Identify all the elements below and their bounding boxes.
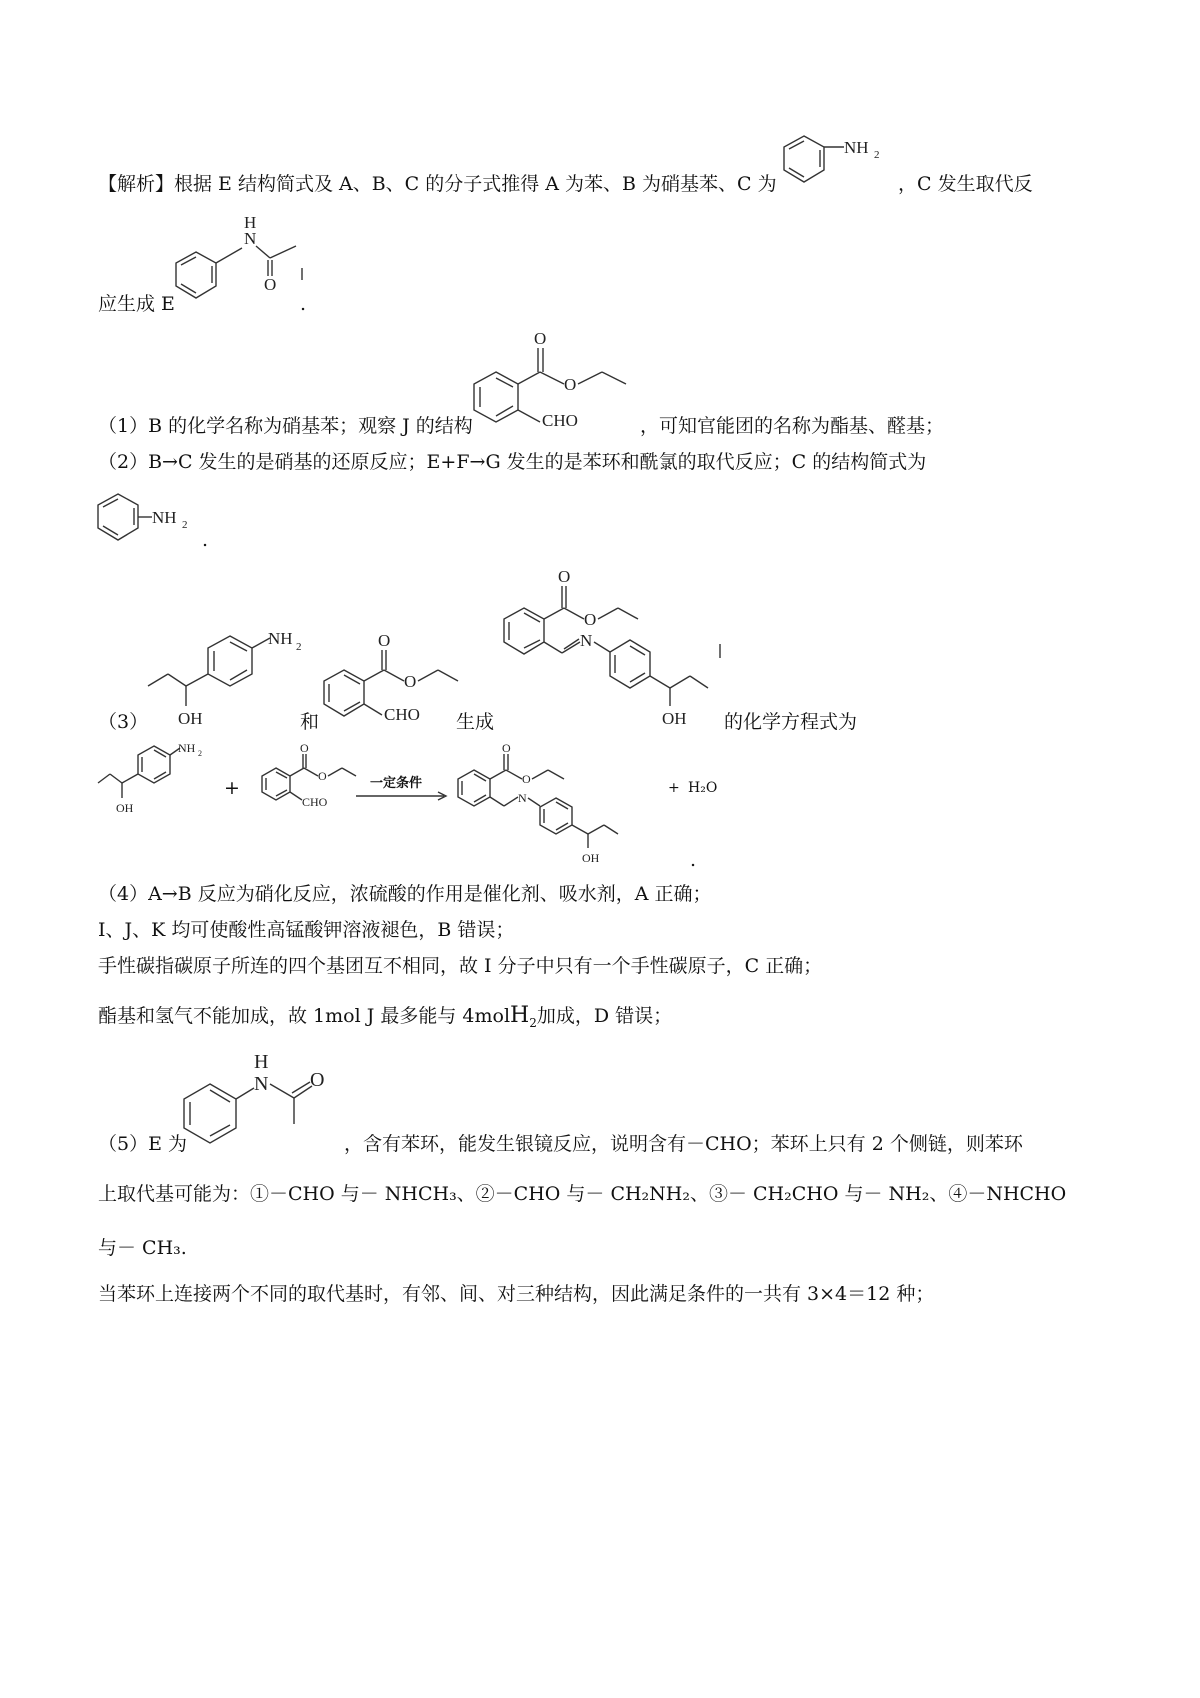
o-label: O — [378, 631, 391, 650]
j-ester-aldehyde-structure — [466, 326, 636, 436]
subscript-2: 2 — [198, 749, 202, 758]
n-label: N — [580, 631, 593, 650]
equation-reactant-2 — [256, 740, 366, 820]
n-label: N — [518, 791, 527, 805]
oh-label: OH — [178, 709, 203, 728]
text-line-3b: ，可知官能团的名称为酯基、醛基； — [640, 415, 945, 437]
text-line-1a: 【解析】根据 E 结构简式及 A、B、C 的分子式推得 A 为苯、B 为硝基苯、C 为 — [98, 173, 777, 195]
text-line-5: . — [202, 529, 209, 551]
o-label: O — [564, 375, 577, 394]
text-line-13: 上取代基可能为：①－CHO 与－ NHCH₃、②－CHO 与－ CH₂NH₂、③－ CH₂CHO 与－ NH₂、④－NHCHO — [98, 1183, 1067, 1205]
text-line-6a: （3） — [98, 711, 149, 733]
amino-phenyl-propanol-structure — [140, 626, 310, 736]
o-label: O — [318, 769, 327, 783]
text-line-11a: 酯基和氢气不能加成，故 1mol J 最多能与 4mol — [98, 1005, 511, 1027]
plus-sign-1: + — [224, 777, 240, 799]
h-label: H — [254, 1051, 269, 1073]
o-label: O — [404, 672, 417, 691]
h2-symbol: H — [510, 1003, 530, 1028]
text-line-6b: 和 — [300, 711, 320, 733]
text-line-8: （4）A→B 反应为硝化反应，浓硫酸的作用是催化剂、吸水剂，A 正确； — [98, 883, 712, 905]
imine-product-structure — [494, 560, 724, 732]
o-label: O — [558, 567, 571, 586]
text-line-6d: 的化学方程式为 — [724, 711, 858, 733]
text-line-12b: ，含有苯环，能发生银镜反应，说明含有－CHO；苯环上只有 2 个侧链，则苯环 — [344, 1133, 1023, 1155]
text-line-9: I、J、K 均可使酸性高锰酸钾溶液褪色，B 错误； — [98, 919, 515, 941]
nh2-label: NH — [178, 741, 196, 755]
nh2-label: NH — [268, 629, 293, 648]
oh-label: OH — [662, 709, 687, 728]
o-label: O — [502, 741, 511, 755]
oh-label: OH — [582, 851, 600, 865]
o-label: O — [264, 275, 277, 294]
cho-label: CHO — [302, 795, 328, 809]
aniline-structure-2 — [90, 490, 210, 550]
text-line-11d: 加成，D 错误； — [536, 1005, 673, 1027]
text-line-14: 与－ CH₃. — [98, 1237, 187, 1259]
text-line-12a: （5）E 为 — [98, 1133, 187, 1155]
o-label: O — [300, 741, 309, 755]
subscript-2: 2 — [874, 149, 880, 161]
text-line-15: 当苯环上连接两个不同的取代基时，有邻、间、对三种结构，因此满足条件的一共有 3×4＝12 种； — [98, 1283, 935, 1305]
reaction-arrow — [354, 790, 450, 802]
text-line-7-end: . — [690, 849, 697, 871]
subscript-2: 2 — [182, 519, 188, 531]
reaction-condition-label: 一定条件 — [370, 776, 423, 791]
cho-label: CHO — [542, 411, 578, 430]
subscript-2: 2 — [296, 641, 302, 653]
plus-sign-2: + — [668, 780, 680, 796]
h2-subscript: 2 — [529, 1015, 537, 1030]
equation-reactant-1 — [96, 740, 216, 840]
text-line-2a: 应生成 E — [98, 293, 175, 315]
o-label: O — [522, 772, 531, 786]
nh2-label: NH — [152, 508, 177, 527]
aniline-structure-1 — [776, 132, 886, 192]
oh-label: OH — [116, 801, 134, 815]
nh2-label: NH — [844, 138, 869, 157]
text-line-6c: 生成 — [456, 711, 495, 733]
acetanilide-structure-2 — [174, 1046, 334, 1156]
equation-product — [452, 740, 652, 870]
o-label: O — [310, 1069, 325, 1091]
cho-label: CHO — [384, 705, 420, 724]
text-line-10: 手性碳指碳原子所连的四个基团互不相同，故 I 分子中只有一个手性碳原子，C 正确； — [98, 955, 823, 977]
h-label: H — [244, 213, 257, 232]
text-line-2b: . — [300, 293, 307, 315]
n-label: N — [254, 1073, 269, 1095]
o-label: O — [534, 329, 547, 348]
water-label: H₂O — [688, 780, 718, 796]
text-line-3a: （1）B 的化学名称为硝基苯；观察 J 的结构 — [98, 415, 473, 437]
ester-aldehyde-structure-2 — [316, 630, 466, 730]
text-line-11 — [98, 1004, 672, 1035]
n-label: N — [244, 229, 257, 248]
acetanilide-structure-1 — [168, 213, 308, 308]
text-line-1b: ，C 发生取代反 — [898, 173, 1033, 195]
o-label: O — [584, 610, 597, 629]
text-line-4: （2）B→C 发生的是硝基的还原反应；E+F→G 发生的是苯环和酰氯的取代反应；C 的结构简式为 — [98, 451, 927, 473]
